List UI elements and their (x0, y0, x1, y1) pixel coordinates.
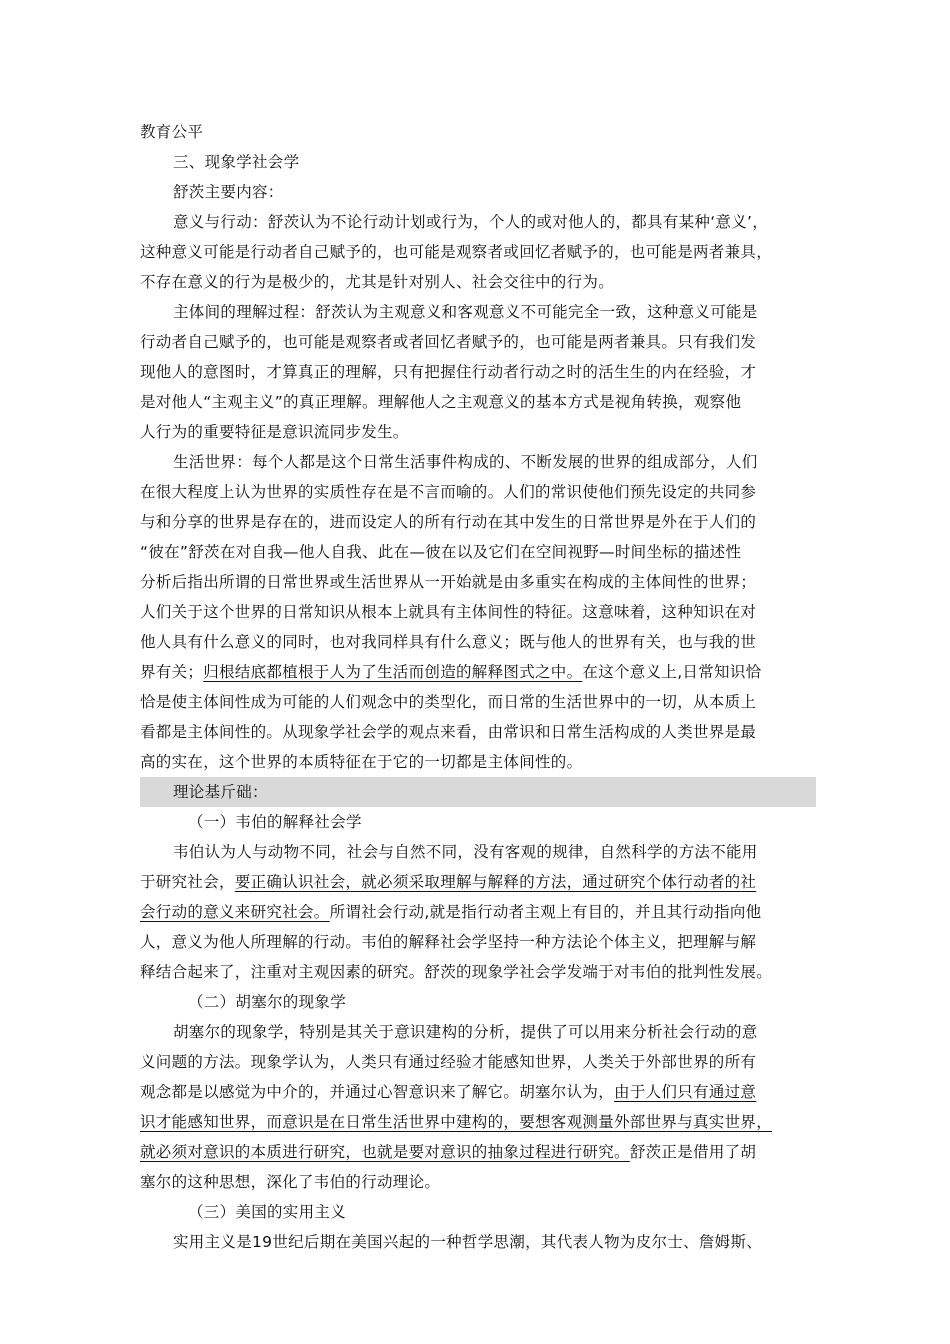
text-span: 在这个意义上,日常知识恰 (582, 663, 762, 681)
text-line: 塞尔的这种思想，深化了韦伯的行动理论。 (140, 1173, 441, 1191)
text-line: 在很大程度上认为世界的实质性存在是不言而喻的。人们的常识使他们预先设定的共同参 (140, 483, 757, 501)
text-line: 与和分享的世界是存在的，进而设定人的所有行动在其中发生的日常世界是外在于人们的 (140, 513, 757, 531)
text-line: 主体间的理解过程：舒茨认为主观意义和客观意义不可能完全一致，这种意义可能是 (173, 303, 758, 321)
text-line: 他人具有什么意义的同时，也对我同样具有什么意义；既与他人的世界有关，也与我的世 (140, 633, 757, 651)
subheading: （三）美国的实用主义 (188, 1203, 347, 1221)
text-line: 是对他人“主观主义”的真正理解。理解他人之主观意义的基本方式是视角转换，观察他 (140, 393, 742, 411)
underlined-text: 由于人们只有通过意 (614, 1083, 757, 1101)
underlined-text: 会行动的意义来研究社会。 (140, 903, 330, 921)
text-line: 意义与行动：舒茨认为不论行动计划或行为，个人的或对他人的，都具有某种‘意义’， (173, 213, 769, 231)
text-line: 高的实在，这个世界的本质特征在于它的一切都是主体间性的。 (140, 753, 583, 771)
text-line: “彼在”舒茨在对自我—他人自我、此在—彼在以及它们在空间视野—时间坐标的描述性 (140, 543, 742, 561)
text-line (140, 657, 816, 687)
underlined-text: 就必须对意识的本质进行研究，也就是要对意识的抽象过程进行研究。 (140, 1143, 630, 1161)
text-line: 胡塞尔的现象学，特别是其关于意识建构的分析，提供了可以用来分析社会行动的意 (173, 1023, 758, 1041)
text-line: 这种意义可能是行动者自己赋予的，也可能是观察者或回忆者赋予的，也可能是两者兼具， (140, 243, 773, 261)
text-line: 现他人的意图时，才算真正的理解，只有把握住行动者行动之时的活生生的内在经验，才 (140, 363, 757, 381)
subheading: 舒茨主要内容： (173, 183, 284, 201)
section-heading: 三、现象学社会学 (173, 153, 300, 171)
text-line: 生活世界：每个人都是这个日常生活事件构成的、不断发展的世界的组成部分，人们 (173, 453, 758, 471)
text-line: 教育公平 (140, 123, 204, 141)
text-span: 所谓社会行动,就是指行动者主观上有目的，并且其行动指向他 (329, 903, 762, 921)
text-line: 实用主义是19世纪后期在美国兴起的一种哲学思潮，其代表人物为皮尔士、詹姆斯、 (173, 1233, 763, 1251)
text-line: 人们关于这个世界的日常知识从根本上就具有主体间性的特征。这意味着，这种知识在对 (140, 603, 757, 621)
text-line: 不存在意义的行为是极少的，尤其是针对别人、社会交往中的行为。 (140, 273, 615, 291)
underlined-line: 识才能感知世界，而意识是在日常生活世界中建构的，要想客观测量外部世界与真实世界， (140, 1113, 773, 1131)
text-line (140, 867, 816, 897)
text-line: 韦伯认为人与动物不同，社会与自然不同，没有客观的规律，自然科学的方法不能用 (173, 843, 758, 861)
text-line (140, 1077, 816, 1107)
text-line: 看都是主体间性的。从现象学社会学的观点来看，由常识和日常生活构成的人类世界是最 (140, 723, 757, 741)
text-line (140, 1137, 816, 1167)
text-line (140, 897, 816, 927)
text-line: 分析后指出所谓的日常世界或生活世界从一开始就是由多重实在构成的主体间性的世界； (140, 573, 757, 591)
text-span: 于研究社会， (140, 873, 235, 891)
highlighted-heading: 理论基斤础： (140, 777, 816, 807)
subheading: （二）胡塞尔的现象学 (188, 993, 347, 1011)
text-line: 释结合起来了，注重对主观因素的研究。舒茨的现象学社会学发端于对韦伯的批判性发展。 (140, 963, 773, 981)
text-line: 人，意义为他人所理解的行动。韦伯的解释社会学坚持一种方法论个体主义，把理解与解 (140, 933, 757, 951)
subheading: （一）韦伯的解释社会学 (188, 813, 362, 831)
underlined-text: 归根结底都植根于人为了生活而创造的解释图式之中。 (203, 663, 583, 681)
document-body (140, 117, 816, 1257)
text-span: 观念都是以感觉为中介的，并通过心智意识来了解它。胡塞尔认为， (140, 1083, 615, 1101)
underlined-text: 要正确认识社会，就必须采取理解与解释的方法，通过研究个体行动者的社 (234, 873, 757, 891)
text-line: 恰是使主体间性成为可能的人们观念中的类型化，而日常的生活世界中的一切，从本质上 (140, 693, 757, 711)
text-line: 行动者自己赋予的，也可能是观察者或者回忆者赋予的，也可能是两者兼具。只有我们发 (140, 333, 757, 351)
text-span: 舒茨正是借用了胡 (629, 1143, 757, 1161)
text-line: 义问题的方法。现象学认为，人类只有通过经验才能感知世界，人类关于外部世界的所有 (140, 1053, 757, 1071)
text-span: 界有关； (140, 663, 204, 681)
text-line: 人行为的重要特征是意识流同步发生。 (140, 423, 409, 441)
